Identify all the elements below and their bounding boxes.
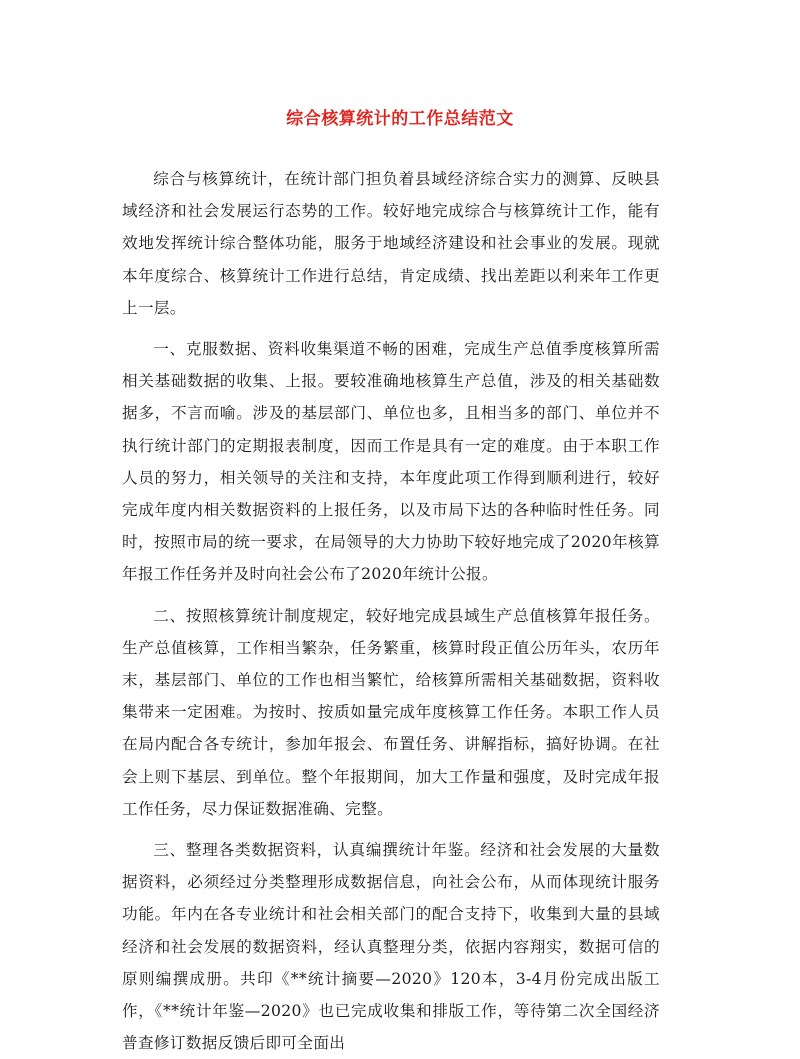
paragraph-section-1: 一、克服数据、资料收集渠道不畅的困难，完成生产总值季度核算所需相关基础数据的收集、上报。要较准确地核算生产总值，涉及的相关基础数据多，不言而喻。涉及的基层部门、单位也多，且相当多的部门、单位并不执行统计部门的定期报表制度，因而工作是具有一定的难度。由于本职工作人员的努力，相关领导的关注和支持，本年度此项工作得到顺利进行，较好完成年度内相关数据资料的上报任务，以及市局下达的各种临时性任务。同时，按照市局的统一要求，在局领导的大力协助下较好地完成了2020年核算年报工作任务并及时向社会公布了2020年统计公报。: [122, 340, 660, 584]
document-body: [122, 163, 660, 1059]
paragraph-section-2: 二、按照核算统计制度规定，较好地完成县域生产总值核算年报任务。生产总值核算，工作相当繁杂，任务繁重，核算时段正值公历年头，农历年末，基层部门、单位的工作也相当繁忙，给核算所需相关基础数据，资料收集带来一定困难。为按时、按质如量完成年度核算工作任务。本职工作人员在局内配合各专统计，参加年报会、布置任务、讲解指标，搞好协调。在社会上则下基层、到单位。整个年报期间，加大工作量和强度，及时完成年报工作任务，尽力保证数据准确、完整。: [122, 606, 660, 818]
paragraph-section-3: 三、整理各类数据资料，认真编撰统计年鉴。经济和社会发展的大量数据资料，必须经过分类整理形成数据信息，向社会公布，从而体现统计服务功能。年内在各专业统计和社会相关部门的配合支持下，收集到大量的县域经济和社会发展的数据资料，经认真整理分类，依据内容翔实，数据可信的原则编撰成册。共印《**统计摘要—2020》120本，3-4月份完成出版工作，《**统计年鉴—2020》也已完成收集和排版工作，等待第二次全国经济普查修订数据反馈后即可全面出: [122, 841, 660, 1053]
document-title: 综合核算统计的工作总结范文: [286, 109, 514, 129]
paragraph-intro: 综合与核算统计，在统计部门担负着县域经济综合实力的测算、反映县域经济和社会发展运行态势的工作。较好地完成综合与核算统计工作，能有效地发挥统计综合整体功能，服务于地域经济建设和社会事业的发展。现就本年度综合、核算统计工作进行总结，肯定成绩、找出差距以利来年工作更上一层。: [122, 170, 660, 317]
